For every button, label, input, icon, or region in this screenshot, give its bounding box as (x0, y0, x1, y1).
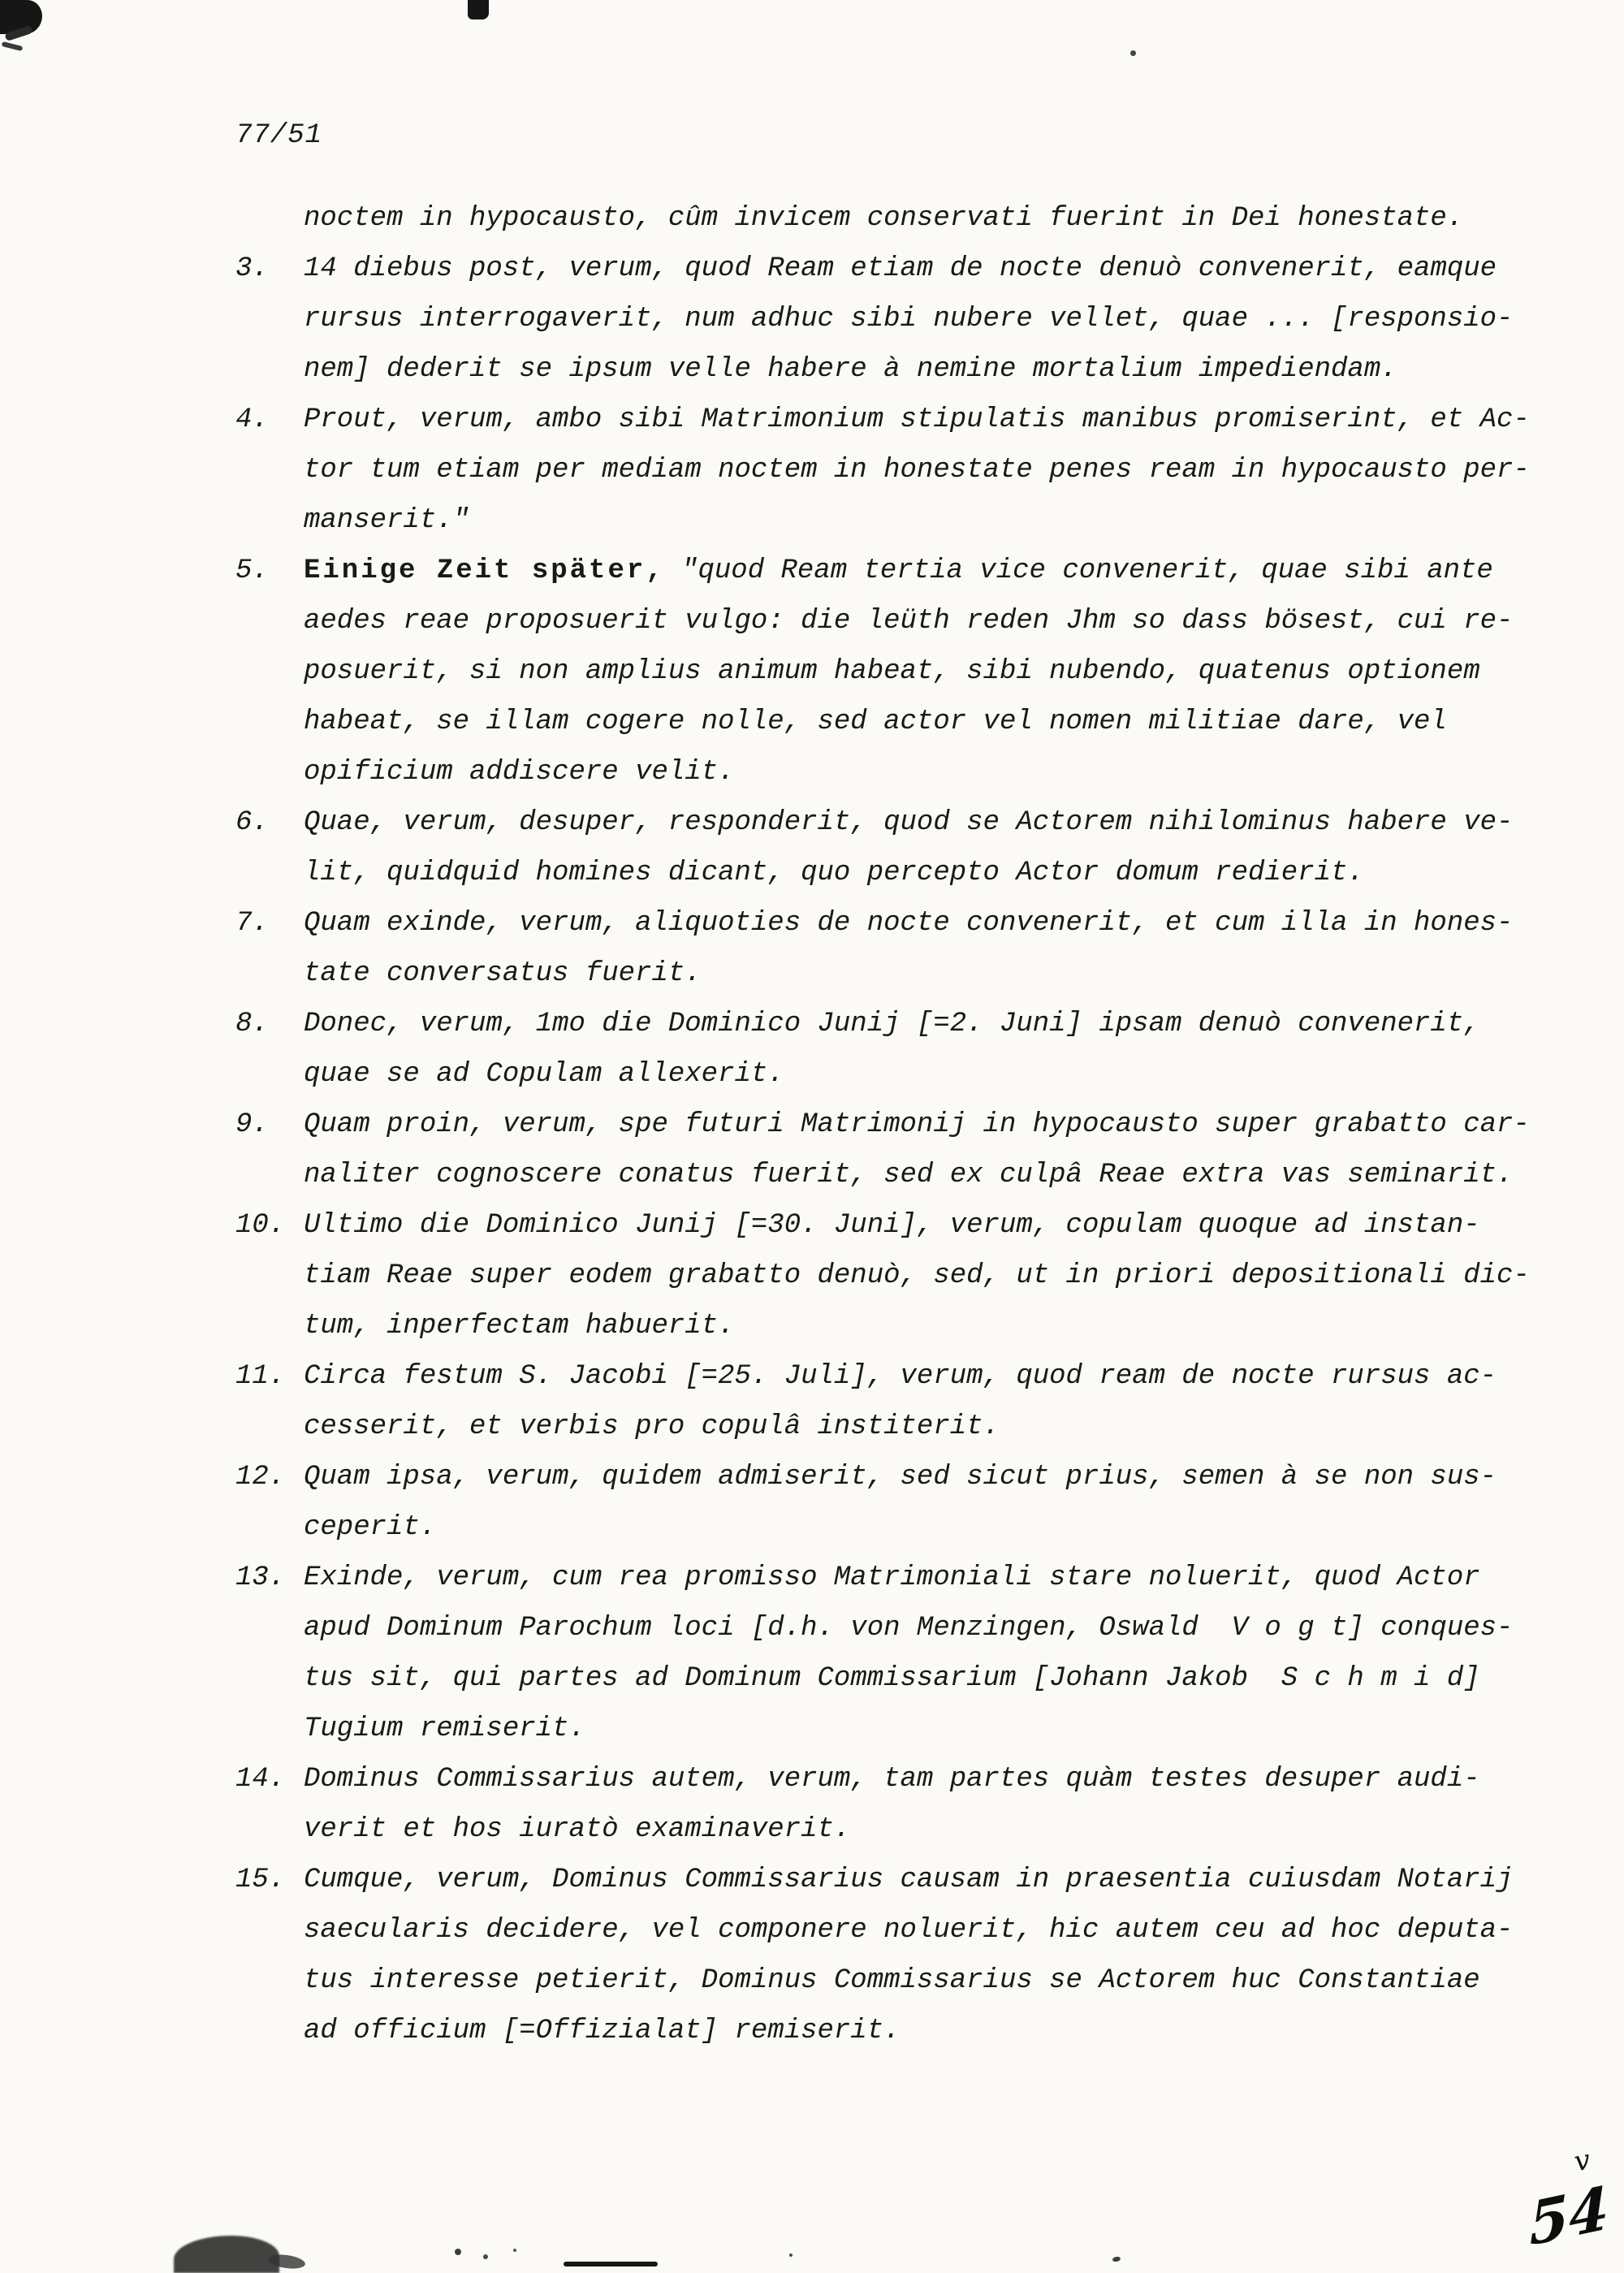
scan-artifact-top-edge (468, 0, 489, 19)
item-text (304, 1351, 1551, 1452)
document-item (235, 1200, 1551, 1351)
item-number: 11. (235, 1361, 286, 1392)
text-line: apud Dominum Parochum loci [d.h. von Menzingen, Oswald V o g t] conques- (304, 1613, 1514, 1644)
item-text (304, 1452, 1551, 1553)
text-line: nem] dederit se ipsum velle habere à nemine mortalium impediendam. (304, 354, 1397, 385)
text-line: aedes reae proposuerit vulgo: die leüth reden Jhm so dass bösest, cui re- (304, 606, 1514, 637)
text-line: Exinde, verum, cum rea promisso Matrimoniali stare noluerit, quod Actor (304, 1562, 1480, 1593)
document-item (235, 1553, 1551, 1754)
document-item (235, 1452, 1551, 1553)
text-line: lit, quidquid homines dicant, quo percepto Actor domum redierit. (304, 858, 1364, 888)
page-number: 77/51 (235, 120, 323, 151)
item-text (304, 797, 1551, 898)
text-line: quae se ad Copulam allexerit. (304, 1059, 784, 1090)
document-item (235, 797, 1551, 898)
text-line: 14 diebus post, verum, quod Ream etiam de nocte denuò convenerit, eamque (304, 253, 1497, 284)
text-line: Quam proin, verum, spe futuri Matrimonij in hypocausto super grabatto car- (304, 1109, 1530, 1140)
document-item (235, 999, 1551, 1100)
document-item (235, 1100, 1551, 1200)
scan-artifact-bottom-dot (1112, 2256, 1121, 2262)
document-item (235, 898, 1551, 999)
handwritten-check-mark: v (1571, 2143, 1593, 2179)
item-number: 6. (235, 807, 269, 838)
continuation-paragraph (235, 193, 1551, 244)
scan-artifact-dot (1130, 50, 1136, 56)
text-line: Donec, verum, 1mo die Dominico Junij [=2. Juni] ipsam denuò convenerit, (304, 1009, 1480, 1039)
scan-artifact-top-left-mark-2 (2, 41, 24, 51)
item-text (304, 898, 1551, 999)
text-line: ceperit. (304, 1512, 437, 1543)
text-line: tus interesse petierit, Dominus Commissarius se Actorem huc Constantiae (304, 1965, 1480, 1996)
item-number: 4. (235, 404, 269, 435)
text-line: ad officium [=Offizialat] remiserit. (304, 2016, 901, 2046)
text-line: tate conversatus fuerit. (304, 958, 702, 989)
item-number: 8. (235, 1009, 269, 1039)
item-number: 3. (235, 253, 269, 284)
document-item (235, 395, 1551, 546)
scan-artifact-bottom-dots (455, 2249, 461, 2255)
document-item (235, 244, 1551, 395)
text-line: verit et hos iuratò examinaverit. (304, 1814, 851, 1845)
document-item (235, 1754, 1551, 1855)
text-line: Tugium remiserit. (304, 1713, 585, 1744)
item-number: 14. (235, 1764, 286, 1795)
item-number: 13. (235, 1562, 286, 1593)
text-line: saecularis decidere, vel componere noluerit, hic autem ceu ad hoc deputa- (304, 1915, 1514, 1946)
text-line: Ultimo die Dominico Junij [=30. Juni], verum, copulam quoque ad instan- (304, 1210, 1480, 1241)
text-line-rest: "quod Ream tertia vice convenerit, quae sibi ante (664, 555, 1493, 586)
handwritten-page-number: 54 (1527, 2171, 1610, 2260)
item-number: 9. (235, 1109, 269, 1140)
text-line: tum, inperfectam habuerit. (304, 1311, 735, 1342)
text-line: noctem in hypocausto, cûm invicem conservati fuerint in Dei honestate. (304, 203, 1464, 234)
text-line: Quam ipsa, verum, quidem admiserit, sed sicut prius, semen à se non sus- (304, 1462, 1497, 1493)
text-line: opificium addiscere velit. (304, 757, 735, 788)
text-line: Prout, verum, ambo sibi Matrimonium stipulatis manibus promiserint, et Ac- (304, 404, 1530, 435)
text-line: tiam Reae super eodem grabatto denuò, sed, ut in priori depositionali dic- (304, 1260, 1530, 1291)
item-text (304, 1553, 1551, 1754)
document-text (235, 193, 1551, 2056)
item-text (304, 193, 1551, 244)
text-line: rursus interrogaverit, num adhuc sibi nubere vellet, quae ... [responsio- (304, 304, 1514, 335)
text-line: Dominus Commissarius autem, verum, tam partes quàm testes desuper audi- (304, 1764, 1480, 1795)
item-number: 5. (235, 555, 269, 586)
text-line: posuerit, si non amplius animum habeat, sibi nubendo, quatenus optionem (304, 656, 1480, 687)
item-text (304, 1754, 1551, 1855)
scan-artifact-bottom-line (564, 2262, 658, 2267)
item-text (304, 999, 1551, 1100)
item-number: 12. (235, 1462, 286, 1493)
item-number: 15. (235, 1865, 286, 1895)
text-line (304, 546, 1551, 596)
item-text (304, 395, 1551, 546)
document-item (235, 546, 1551, 797)
document-item (235, 1855, 1551, 2056)
item-text (304, 1100, 1551, 1200)
text-line: Circa festum S. Jacobi [=25. Juli], verum, quod ream de nocte rursus ac- (304, 1361, 1497, 1392)
item-number: 10. (235, 1210, 286, 1241)
text-line: manserit." (304, 505, 470, 536)
scan-artifact-bottom-smudge (174, 2236, 279, 2273)
item-text (304, 1200, 1551, 1351)
document-item (235, 1351, 1551, 1452)
item-number: 7. (235, 908, 269, 939)
item-text (304, 244, 1551, 395)
item-text (304, 1855, 1551, 2056)
text-line: Quae, verum, desuper, responderit, quod se Actorem nihilominus habere ve- (304, 807, 1514, 838)
text-line: Cumque, verum, Dominus Commissarius causam in praesentia cuiusdam Notarij (304, 1865, 1514, 1895)
text-line: habeat, se illam cogere nolle, sed actor vel nomen militiae dare, vel (304, 707, 1447, 737)
item-lead-upright: Einige Zeit später, (304, 555, 665, 586)
text-line: cesserit, et verbis pro copulâ institerit. (304, 1411, 1000, 1442)
item-text (304, 546, 1551, 797)
text-line: tus sit, qui partes ad Dominum Commissarium [Johann Jakob S c h m i d] (304, 1663, 1480, 1694)
text-line: naliter cognoscere conatus fuerit, sed ex culpâ Reae extra vas seminarit. (304, 1160, 1514, 1191)
text-line: tor tum etiam per mediam noctem in honestate penes ream in hypocausto per- (304, 455, 1530, 486)
item-number (235, 193, 304, 244)
text-line: Quam exinde, verum, aliquoties de nocte convenerit, et cum illa in hones- (304, 908, 1514, 939)
